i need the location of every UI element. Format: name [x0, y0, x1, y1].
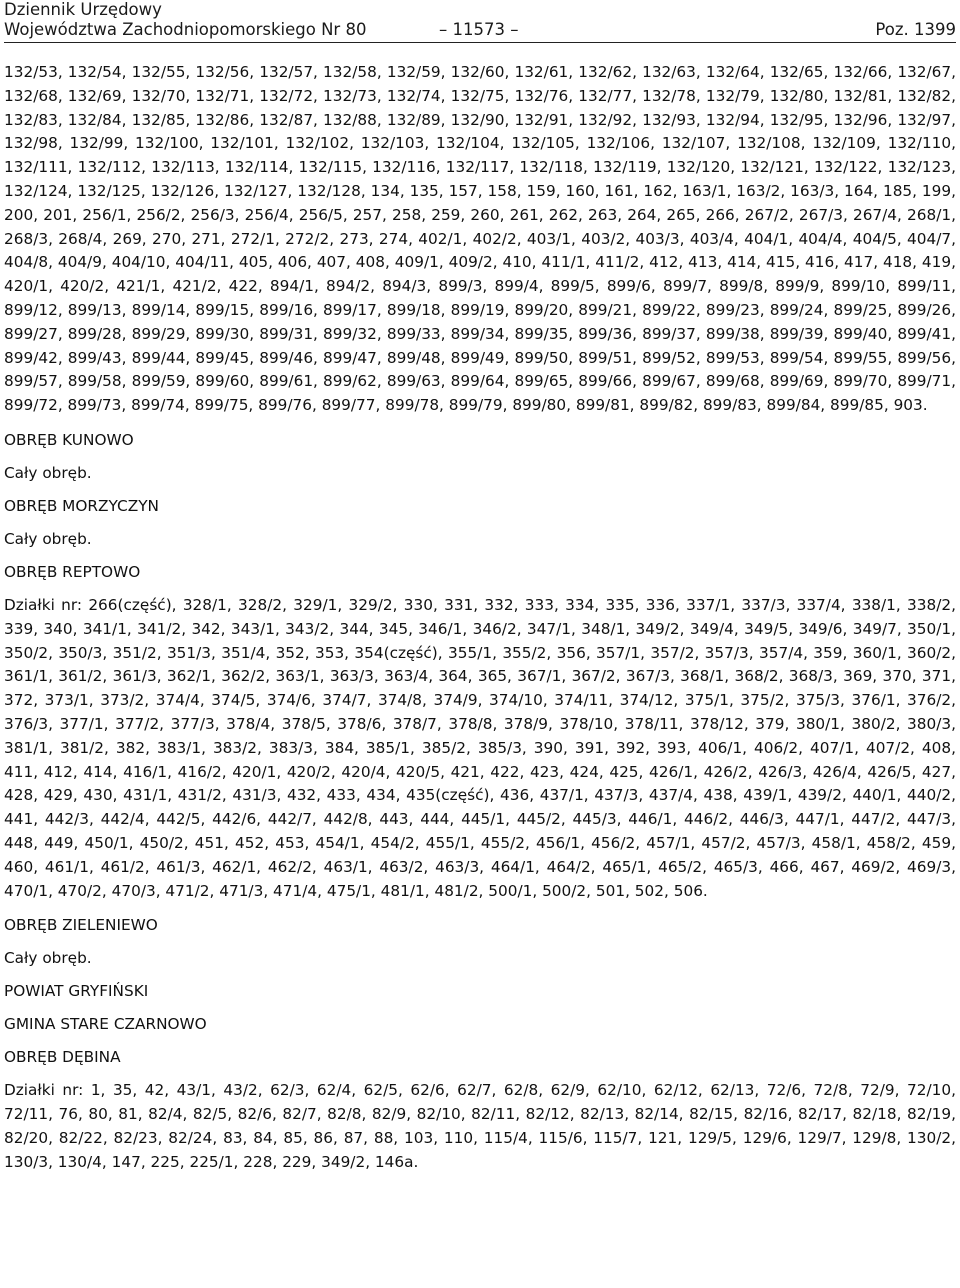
- voivodeship-issue: Województwa Zachodniopomorskiego Nr 80: [4, 20, 367, 39]
- document-page: [4, 0, 956, 1175]
- header-row: [4, 20, 956, 40]
- section-text-kunowo: Cały obręb.: [4, 463, 92, 482]
- section-text-morzyczyn: Cały obręb.: [4, 529, 92, 548]
- page-number: – 11573 –: [439, 20, 519, 39]
- journal-title: Dziennik Urzędowy: [4, 0, 162, 19]
- commune-heading: GMINA STARE CZARNOWO: [4, 1015, 207, 1034]
- section-heading-kunowo: OBRĘB KUNOWO: [4, 430, 134, 449]
- parcel-list-reptowo: Działki nr: 266(część), 328/1, 328/2, 329/1, 329/2, 330, 331, 332, 333, 334, 335, 336, 337/1, 337/3, 337/4, 338/1, 338/2, 339, 340, 341/1, 341/2, 342, 343/1, 343/2, 344, 345, 346/1, 346/2, 347/1, 348/1, 349/2, 349/4, 349/5, 349/6, 349/7, 350/1, 350/2, 350/3, 351/2, 351/3, 351/4, 352, 353, 354(część), 355/1, 355/2, 356, 357/1, 357/2, 357/3, 357/4, 359, 360/1, 360/2, 361/1, 361/2, 361/3, 362/1, 362/2, 363/1, 363/3, 363/4, 364, 365, 367/1, 367/2, 367/3, 368/1, 368/2, 368/3, 369, 370, 371, 372, 373/1, 373/2, 374/4, 374/5, 374/6, 374/7, 374/8, 374/9, 374/10, 374/11, 374/12, 375/1, 375/2, 375/3, 376/1, 376/2, 376/3, 377/1, 377/2, 377/3, 378/4, 378/5, 378/6, 378/7, 378/8, 378/9, 378/10, 378/11, 378/12, 379, 380/1, 380/2, 380/3, 381/1, 381/2, 382, 383/1, 383/2, 383/3, 384, 385/1, 385/2, 385/3, 390, 391, 392, 393, 406/1, 406/2, 407/1, 407/2, 408, 411, 412, 414, 416/1, 416/2, 420/1, 420/2, 420/4, 420/5, 421, 422, 423, 424, 425, 426/1, 426/2, 426/3, 426/4, 426/5, 427, 428, 429, 430, 431/1, 431/2, 431/3, 432, 433, 434, 435(część), 436, 437/1, 437/3, 437/4, 438, 439/1, 439/2, 440/1, 440/2, 441, 442/3, 442/4, 442/5, 442/6, 442/7, 442/8, 443, 444, 445/1, 445/2, 445/3, 446/1, 446/2, 446/3, 447/1, 447/2, 447/3, 448, 449, 450/1, 450/2, 451, 452, 453, 454/1, 454/2, 455/1, 455/2, 456/1, 456/2, 457/1, 457/2, 457/3, 458/1, 458/2, 459, 460, 461/1, 461/2, 461/3, 462/1, 462/2, 463/1, 463/2, 463/3, 464/1, 464/2, 465/1, 465/2, 465/3, 466, 467, 469/2, 469/3, 470/1, 470/2, 470/3, 471/2, 471/3, 471/4, 475/1, 481/1, 481/2, 500/1, 500/2, 501, 502, 506.: [4, 595, 956, 900]
- section-heading-debina: OBRĘB DĘBINA: [4, 1048, 121, 1067]
- position-number: Poz. 1399: [875, 20, 956, 39]
- district-heading: POWIAT GRYFIŃSKI: [4, 982, 149, 1001]
- page-header: [4, 0, 956, 43]
- section-heading-zieleniewo: OBRĘB ZIELENIEWO: [4, 916, 158, 935]
- section-text-zieleniewo: Cały obręb.: [4, 949, 92, 968]
- parcel-list-debina: Działki nr: 1, 35, 42, 43/1, 43/2, 62/3, 62/4, 62/5, 62/6, 62/7, 62/8, 62/9, 62/10, 62/12, 62/13, 72/6, 72/8, 72/9, 72/10, 72/11, 76, 80, 81, 82/4, 82/5, 82/6, 82/7, 82/8, 82/9, 82/10, 82/11, 82/12, 82/13, 82/14, 82/15, 82/16, 82/17, 82/18, 82/19, 82/20, 82/22, 82/23, 82/24, 83, 84, 85, 86, 87, 88, 103, 110, 115/4, 115/6, 115/7, 121, 129/5, 129/6, 129/7, 129/8, 130/2, 130/3, 130/4, 147, 225, 225/1, 228, 229, 349/2, 146a.: [4, 1081, 956, 1171]
- section-heading-reptowo: OBRĘB REPTOWO: [4, 562, 141, 581]
- section-heading-morzyczyn: OBRĘB MORZYCZYN: [4, 496, 159, 515]
- parcel-list-continuation: 132/53, 132/54, 132/55, 132/56, 132/57, 132/58, 132/59, 132/60, 132/61, 132/62, 132/63, 132/64, 132/65, 132/66, 132/67, 132/68, 132/69, 132/70, 132/71, 132/72, 132/73, 132/74, 132/75, 132/76, 132/77, 132/78, 132/79, 132/80, 132/81, 132/82, 132/83, 132/84, 132/85, 132/86, 132/87, 132/88, 132/89, 132/90, 132/91, 132/92, 132/93, 132/94, 132/95, 132/96, 132/97, 132/98, 132/99, 132/100, 132/101, 132/102, 132/103, 132/104, 132/105, 132/106, 132/107, 132/108, 132/109, 132/110, 132/111, 132/112, 132/113, 132/114, 132/115, 132/116, 132/117, 132/118, 132/119, 132/120, 132/121, 132/122, 132/123, 132/124, 132/125, 132/126, 132/127, 132/128, 134, 135, 157, 158, 159, 160, 161, 162, 163/1, 163/2, 163/3, 164, 185, 199, 200, 201, 256/1, 256/2, 256/3, 256/4, 256/5, 257, 258, 259, 260, 261, 262, 263, 264, 265, 266, 267/2, 267/3, 267/4, 268/1, 268/3, 268/4, 269, 270, 271, 272/1, 272/2, 273, 274, 402/1, 402/2, 403/1, 403/2, 403/3, 403/4, 404/1, 404/4, 404/5, 404/7, 404/8, 404/9, 404/10, 404/11, 405, 406, 407, 408, 409/1, 409/2, 410, 411/1, 411/2, 412, 413, 414, 415, 416, 417, 418, 419, 420/1, 420/2, 421/1, 421/2, 422, 894/1, 894/2, 894/3, 899/3, 899/4, 899/5, 899/6, 899/7, 899/8, 899/9, 899/10, 899/11, 899/12, 899/13, 899/14, 899/15, 899/16, 899/17, 899/18, 899/19, 899/20, 899/21, 899/22, 899/23, 899/24, 899/25, 899/26, 899/27, 899/28, 899/29, 899/30, 899/31, 899/32, 899/33, 899/34, 899/35, 899/36, 899/37, 899/38, 899/39, 899/40, 899/41, 899/42, 899/43, 899/44, 899/45, 899/46, 899/47, 899/48, 899/49, 899/50, 899/51, 899/52, 899/53, 899/54, 899/55, 899/56, 899/57, 899/58, 899/59, 899/60, 899/61, 899/62, 899/63, 899/64, 899/65, 899/66, 899/67, 899/68, 899/69, 899/70, 899/71, 899/72, 899/73, 899/74, 899/75, 899/76, 899/77, 899/78, 899/79, 899/80, 899/81, 899/82, 899/83, 899/84, 899/85, 903.: [4, 63, 956, 415]
